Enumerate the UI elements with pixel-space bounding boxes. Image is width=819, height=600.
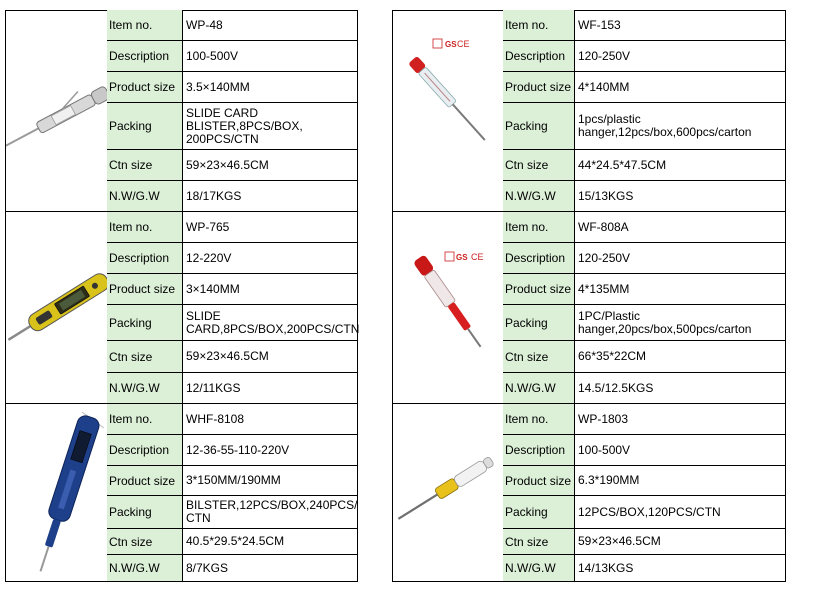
digital-tester-blue-image bbox=[6, 404, 109, 581]
row-label: Item no. bbox=[503, 10, 575, 40]
row-label: Ctn size bbox=[503, 529, 575, 554]
row-value: 14/13KGS bbox=[575, 555, 786, 581]
row-value: 120-250V bbox=[575, 41, 786, 71]
table-row bbox=[503, 466, 786, 496]
table-row bbox=[107, 274, 358, 305]
table-row bbox=[107, 341, 358, 373]
ce-mark: CE bbox=[457, 39, 470, 49]
row-label: Description bbox=[107, 435, 183, 465]
row-value: SLIDE CARD,8PCS/BOX,200PCS/CTN bbox=[183, 305, 358, 340]
table-row bbox=[503, 212, 786, 243]
table-row bbox=[107, 181, 358, 212]
row-value: 14.5/12.5KGS bbox=[575, 373, 786, 403]
row-value: 1pcs/plastic hanger,12pcs/box,600pcs/carton bbox=[575, 103, 786, 149]
row-label: Ctn size bbox=[107, 150, 183, 180]
table-row bbox=[503, 181, 786, 212]
gs-mark bbox=[445, 252, 468, 262]
row-value: 3.5×140MM bbox=[183, 72, 358, 102]
row-label: Ctn size bbox=[503, 150, 575, 180]
table-row bbox=[107, 466, 358, 496]
table-row bbox=[503, 274, 786, 305]
table-row bbox=[107, 243, 358, 274]
row-label: Item no. bbox=[107, 404, 183, 434]
row-value: 3*150MM/190MM bbox=[183, 466, 358, 495]
row-label: N.W/G.W bbox=[107, 555, 183, 581]
table-row bbox=[503, 72, 786, 103]
table-row bbox=[107, 305, 358, 341]
table-row bbox=[503, 529, 786, 555]
row-value: WP-48 bbox=[183, 10, 358, 40]
row-label: Packing bbox=[503, 305, 575, 340]
row-label: Item no. bbox=[107, 212, 183, 242]
row-label: Description bbox=[107, 41, 183, 71]
product-block-whf-8108 bbox=[5, 404, 358, 582]
row-value: 40.5*29.5*24.5CM bbox=[183, 529, 358, 554]
table-row bbox=[107, 373, 358, 404]
row-label: Packing bbox=[503, 103, 575, 149]
table-row bbox=[503, 305, 786, 341]
table-row bbox=[107, 103, 358, 150]
row-value: 12PCS/BOX,120PCS/CTN bbox=[575, 496, 786, 528]
row-value: 44*24.5*47.5CM bbox=[575, 150, 786, 180]
row-value: 6.3*190MM bbox=[575, 466, 786, 495]
table-row bbox=[503, 435, 786, 466]
table-row bbox=[107, 150, 358, 181]
row-label: Packing bbox=[107, 496, 183, 528]
row-value: SLIDE CARD BLISTER,8PCS/BOX, 200PCS/CTN bbox=[183, 103, 358, 149]
row-value: BILSTER,12PCS/BOX,240PCS/ CTN bbox=[183, 496, 358, 528]
table-row bbox=[107, 10, 358, 41]
row-value: WP-765 bbox=[183, 212, 358, 242]
row-value: 100-500V bbox=[575, 435, 786, 465]
row-label: Product size bbox=[107, 274, 183, 304]
table-row bbox=[503, 41, 786, 72]
product-block-wf-808a bbox=[392, 212, 786, 404]
row-label: Packing bbox=[107, 305, 183, 340]
table-row bbox=[107, 435, 358, 466]
row-value: WF-153 bbox=[575, 10, 786, 40]
row-value: 1PC/Plastic hanger,20pcs/box,500pcs/carton bbox=[575, 305, 786, 340]
row-value: 59×23×46.5CM bbox=[183, 341, 358, 372]
row-label: Item no. bbox=[503, 212, 575, 242]
row-label: Ctn size bbox=[107, 341, 183, 372]
row-value: 18/17KGS bbox=[183, 181, 358, 211]
test-screwdriver-image bbox=[393, 10, 505, 211]
row-label: N.W/G.W bbox=[503, 555, 575, 581]
product-image-cell bbox=[392, 212, 505, 404]
digital-tester-yellow-image bbox=[6, 212, 109, 403]
row-value: 66*35*22CM bbox=[575, 341, 786, 372]
row-label: Ctn size bbox=[503, 341, 575, 372]
row-value: WF-808A bbox=[575, 212, 786, 242]
table-row bbox=[503, 243, 786, 274]
product-image-cell bbox=[5, 10, 109, 212]
table-row bbox=[107, 496, 358, 529]
row-label: Description bbox=[107, 243, 183, 273]
row-value: 59×23×46.5CM bbox=[183, 150, 358, 180]
table-row bbox=[503, 103, 786, 150]
row-value: WP-1803 bbox=[575, 404, 786, 434]
row-label: N.W/G.W bbox=[503, 181, 575, 211]
row-label: Product size bbox=[107, 72, 183, 102]
table-row bbox=[107, 555, 358, 582]
table-row bbox=[107, 41, 358, 72]
voltage-tester-pen-image bbox=[6, 10, 109, 211]
row-value: 15/13KGS bbox=[575, 181, 786, 211]
table-row bbox=[503, 555, 786, 582]
row-label: Item no. bbox=[503, 404, 575, 434]
gs-mark bbox=[433, 39, 457, 49]
row-value: 12/11KGS bbox=[183, 373, 358, 403]
row-label: Product size bbox=[503, 72, 575, 102]
row-value: WHF-8108 bbox=[183, 404, 358, 434]
row-label: Description bbox=[503, 435, 575, 465]
product-image-cell bbox=[392, 10, 505, 212]
product-image-cell bbox=[5, 212, 109, 404]
row-label: Product size bbox=[107, 466, 183, 495]
row-value: 8/7KGS bbox=[183, 555, 358, 581]
row-value: 4*140MM bbox=[575, 72, 786, 102]
product-block-wf-153 bbox=[392, 10, 786, 212]
row-label: Product size bbox=[503, 274, 575, 304]
row-label: Ctn size bbox=[107, 529, 183, 554]
table-row bbox=[503, 496, 786, 529]
table-row bbox=[107, 212, 358, 243]
row-value: 120-250V bbox=[575, 243, 786, 273]
row-label: Item no. bbox=[107, 10, 183, 40]
product-block-wp-765 bbox=[5, 212, 358, 404]
row-value: 12-220V bbox=[183, 243, 358, 273]
row-label: Packing bbox=[107, 103, 183, 149]
row-label: N.W/G.W bbox=[503, 373, 575, 403]
row-value: 59×23×46.5CM bbox=[575, 529, 786, 554]
product-block-wp-1803 bbox=[392, 404, 786, 582]
table-row bbox=[107, 404, 358, 435]
svg-text:GS: GS bbox=[445, 40, 457, 49]
row-value: 4*135MM bbox=[575, 274, 786, 304]
test-screwdriver-red-image bbox=[393, 212, 505, 403]
row-label: N.W/G.W bbox=[107, 181, 183, 211]
product-block-wp-48 bbox=[5, 10, 358, 212]
row-value: 12-36-55-110-220V bbox=[183, 435, 358, 465]
row-value: 100-500V bbox=[183, 41, 358, 71]
table-row bbox=[503, 404, 786, 435]
table-row bbox=[503, 10, 786, 41]
row-label: Product size bbox=[503, 466, 575, 495]
table-row bbox=[503, 341, 786, 373]
row-label: N.W/G.W bbox=[107, 373, 183, 403]
table-row bbox=[107, 72, 358, 103]
table-row bbox=[107, 529, 358, 555]
table-row bbox=[503, 150, 786, 181]
product-image-cell bbox=[5, 404, 109, 582]
row-label: Description bbox=[503, 41, 575, 71]
table-row bbox=[503, 373, 786, 404]
row-label: Packing bbox=[503, 496, 575, 528]
svg-text:GS: GS bbox=[456, 253, 468, 262]
ce-mark: CE bbox=[471, 252, 484, 262]
row-value: 3×140MM bbox=[183, 274, 358, 304]
row-label: Description bbox=[503, 243, 575, 273]
product-image-cell bbox=[392, 404, 505, 582]
test-screwdriver-yellow-image bbox=[393, 404, 505, 581]
